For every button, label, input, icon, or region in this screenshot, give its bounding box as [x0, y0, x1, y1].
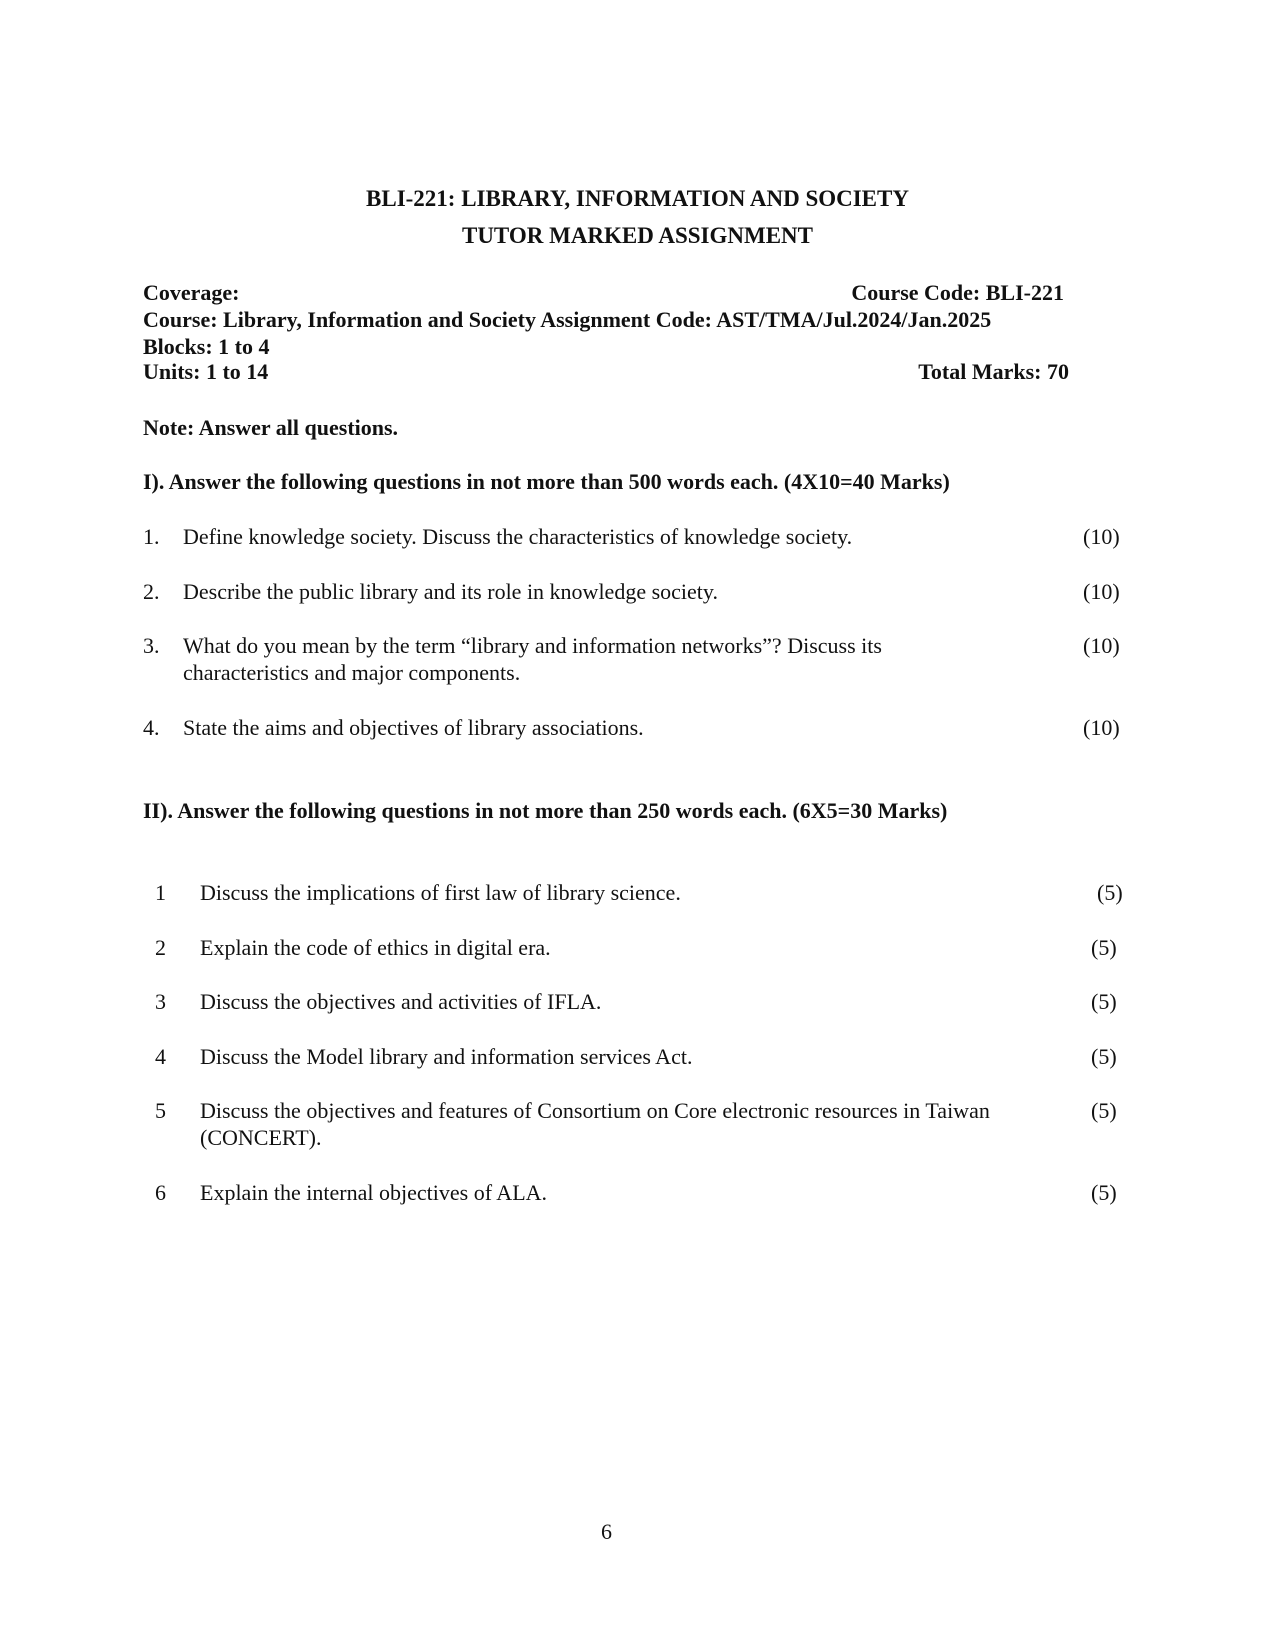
question-number: 5 — [155, 1098, 166, 1123]
units-line: Units: 1 to 14 — [143, 359, 269, 384]
course-code: Course Code: BLI-221 — [851, 280, 1064, 305]
question-marks: (10) — [1083, 633, 1120, 658]
coverage-label: Coverage: — [143, 280, 240, 305]
question-text: Discuss the objectives and activities of IFLA. — [200, 989, 602, 1014]
question-text-continued: (CONCERT). — [200, 1125, 322, 1150]
question-text: Explain the internal objectives of ALA. — [200, 1180, 548, 1205]
question-number: 1 — [155, 880, 166, 905]
question-marks: (5) — [1091, 1044, 1117, 1069]
question-number: 2. — [143, 579, 160, 604]
question-marks: (10) — [1083, 715, 1120, 740]
question-text: Discuss the Model library and information services Act. — [200, 1044, 693, 1069]
question-text: Discuss the implications of first law of library science. — [200, 880, 681, 905]
question-text: State the aims and objectives of library associations. — [183, 715, 644, 740]
question-marks: (10) — [1083, 579, 1120, 604]
question-text-continued: characteristics and major components. — [183, 660, 521, 685]
question-marks: (5) — [1091, 935, 1117, 960]
document-subtitle: TUTOR MARKED ASSIGNMENT — [461, 223, 814, 248]
question-marks: (5) — [1091, 1180, 1117, 1205]
question-text: Explain the code of ethics in digital era. — [200, 935, 551, 960]
question-number: 6 — [155, 1180, 166, 1205]
section-1-heading: I). Answer the following questions in not more than 500 words each. (4X10=40 Marks) — [143, 469, 950, 494]
question-marks: (5) — [1091, 989, 1117, 1014]
document-title: BLI-221: LIBRARY, INFORMATION AND SOCIETY — [366, 186, 909, 211]
question-text: Describe the public library and its role in knowledge society. — [183, 579, 718, 604]
page-number: 6 — [601, 1519, 612, 1544]
question-text: Define knowledge society. Discuss the characteristics of knowledge society. — [183, 524, 853, 549]
question-marks: (5) — [1097, 880, 1123, 905]
note: Note: Answer all questions. — [143, 415, 399, 440]
question-text: Discuss the objectives and features of Consortium on Core electronic resources in Taiwan — [200, 1098, 990, 1123]
question-number: 1. — [143, 524, 160, 549]
course-line: Course: Library, Information and Society Assignment Code: AST/TMA/Jul.2024/Jan.2025 — [143, 307, 992, 332]
blocks-line: Blocks: 1 to 4 — [143, 334, 270, 359]
question-number: 3 — [155, 989, 166, 1014]
question-text: What do you mean by the term “library and information networks”? Discuss its — [183, 633, 882, 658]
question-marks: (10) — [1083, 524, 1120, 549]
question-marks: (5) — [1091, 1098, 1117, 1123]
question-number: 4 — [155, 1044, 166, 1069]
question-number: 3. — [143, 633, 160, 658]
section-2-heading: II). Answer the following questions in not more than 250 words each. (6X5=30 Marks) — [143, 798, 948, 823]
total-marks: Total Marks: 70 — [918, 359, 1069, 384]
question-number: 2 — [155, 935, 166, 960]
question-number: 4. — [143, 715, 160, 740]
